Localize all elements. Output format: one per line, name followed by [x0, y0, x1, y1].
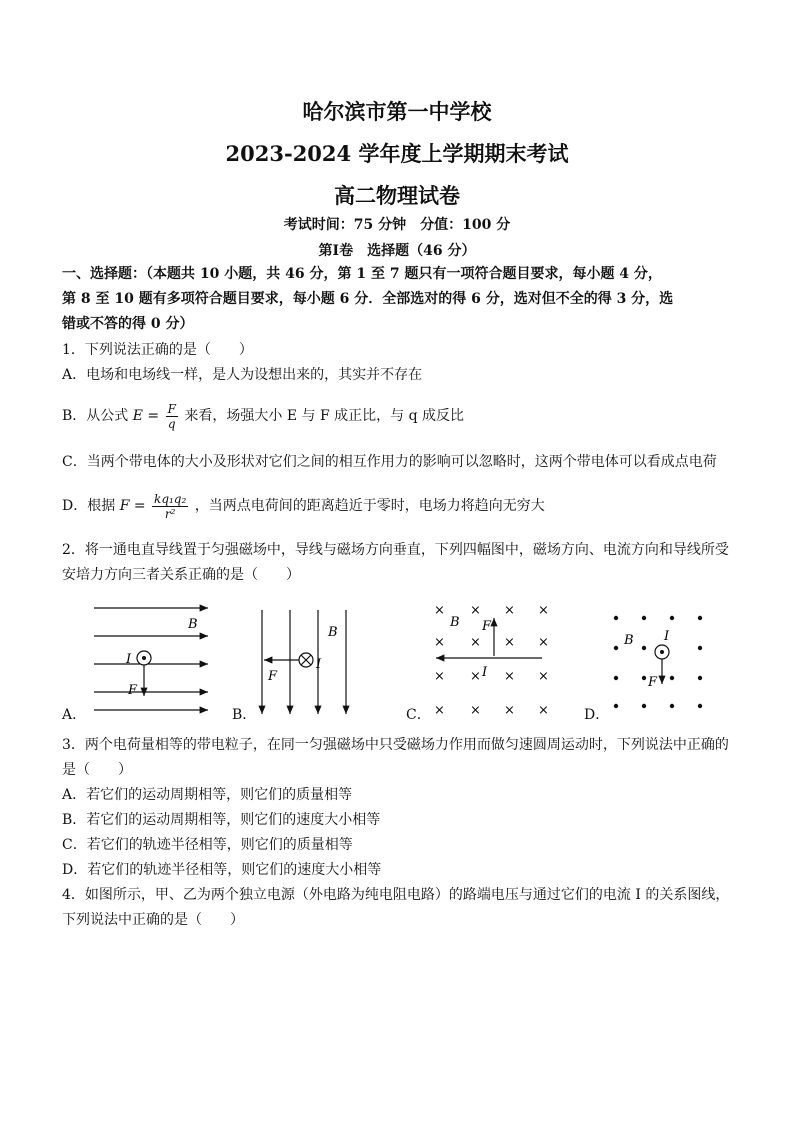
cross-icon: ×: [504, 669, 515, 684]
cross-icon: ×: [504, 603, 515, 618]
label-f: F: [482, 619, 492, 634]
q1-option-d: [62, 488, 742, 524]
q1-b-lhs: E =: [132, 408, 160, 424]
label-i: I: [126, 652, 132, 667]
cross-icon: ×: [434, 669, 445, 684]
q3-option-b: B．若它们的运动周期相等，则它们的速度大小相等: [62, 812, 381, 828]
q1-b-pre: B．从公式: [62, 408, 129, 424]
cross-icon: ×: [504, 635, 515, 650]
q2-stem-2: 安培力方向三者关系正确的是（ ）: [62, 567, 300, 583]
part1-heading-2: 第 8 至 10 题有多项符合题目要求，每小题 6 分．全部选对的得 6 分，选对但不全的得 3 分，选: [62, 291, 674, 307]
label-i: I: [664, 629, 670, 644]
q3-stem-1: 3．两个电荷量相等的带电粒子，在同一匀强磁场中只受磁场力作用而做匀速圆周运动时，下列说法中正确的: [62, 737, 729, 753]
q1-b-post: 来看，场强大小 E 与 F 成正比，与 q 成反比: [184, 408, 464, 424]
q1-d-fraction: [152, 492, 188, 521]
cross-icon: ×: [434, 603, 445, 618]
q1-option-a: A．电场和电场线一样，是人为设想出来的，其实并不存在: [62, 367, 423, 383]
section-heading: 第Ⅰ卷 选择题（46 分）: [318, 243, 476, 259]
q1-d-den: r²: [164, 506, 176, 521]
q2-figure-d: [604, 600, 724, 720]
q1-d-num: kq₁q₂: [154, 491, 187, 506]
exam-term: 2023-2024 学年度上学期期末考试: [225, 141, 569, 166]
label-b: B: [450, 615, 460, 630]
q4-stem-2: 下列说法中正确的是（ ）: [62, 912, 244, 928]
q2-figure-a: [80, 600, 220, 720]
q1-stem: 1．下列说法正确的是（ ）: [62, 342, 253, 358]
q3-option-c: C．若它们的轨迹半径相等，则它们的质量相等: [62, 837, 353, 853]
q1-d-pre: D．根据: [62, 498, 116, 514]
q2-option-c: C．: [406, 707, 431, 723]
exam-meta: 考试时间：75 分钟 分值：100 分: [283, 217, 511, 233]
label-b: B: [328, 625, 338, 640]
part1-heading-1: 一、选择题：（本题共 10 小题，共 46 分，第 1 至 7 题只有一项符合题目要求，每小题 4 分，: [62, 266, 662, 282]
q1-b-den: q: [167, 416, 176, 431]
q2-stem-1: 2．将一通电直导线置于匀强磁场中，导线与磁场方向垂直，下列四幅图中，磁场方向、电流方向和导线所受: [62, 542, 729, 558]
q3-option-a: A．若它们的运动周期相等，则它们的质量相等: [62, 787, 353, 803]
q4-stem-1: 4．如图所示，甲、乙为两个独立电源（外电路为纯电阻电路）的路端电压与通过它们的电流 I 的关系图线，: [62, 887, 730, 903]
label-b: B: [624, 633, 634, 648]
q3-option-d: D．若它们的轨迹半径相等，则它们的速度大小相等: [62, 862, 382, 878]
q1-option-b: [62, 398, 742, 434]
cross-icon: ×: [538, 669, 549, 684]
cross-icon: ×: [470, 703, 481, 718]
q1-d-post: ，当两点电荷间的距离趋近于零时，电场力将趋向无穷大: [194, 498, 545, 514]
label-i: I: [482, 665, 488, 680]
q2-option-a: A．: [62, 707, 87, 723]
school-title: 哈尔滨市第一中学校: [302, 99, 492, 124]
label-f: F: [128, 683, 138, 698]
cross-icon: ×: [470, 603, 481, 618]
q2-figure-c: [424, 600, 564, 720]
q1-option-c: C．当两个带电体的大小及形状对它们之间的相互作用力的影响可以忽略时，这两个带电体可以看成点电荷: [62, 454, 717, 470]
cross-icon: ×: [434, 703, 445, 718]
cross-icon: ×: [538, 603, 549, 618]
subject-title: 高二物理试卷: [334, 183, 460, 208]
part1-heading-3: 错或不答的得 0 分）: [62, 316, 194, 332]
cross-icon: ×: [470, 635, 481, 650]
label-f: F: [648, 675, 658, 690]
q2-figure-b: [250, 600, 360, 720]
q2-option-d: D．: [584, 707, 610, 723]
label-f: F: [268, 669, 278, 684]
cross-icon: ×: [538, 635, 549, 650]
label-b: B: [188, 617, 198, 632]
q3-stem-2: 是（ ）: [62, 762, 132, 778]
label-i: I: [316, 657, 322, 672]
cross-icon: ×: [538, 703, 549, 718]
cross-icon: ×: [470, 669, 481, 684]
cross-icon: ×: [504, 703, 515, 718]
cross-icon: ×: [434, 635, 445, 650]
q1-d-lhs: F =: [119, 498, 146, 514]
q1-b-num: F: [167, 401, 176, 416]
field-dots: [614, 616, 702, 708]
q1-b-fraction: [166, 402, 178, 431]
q2-option-b: B．: [232, 707, 257, 723]
